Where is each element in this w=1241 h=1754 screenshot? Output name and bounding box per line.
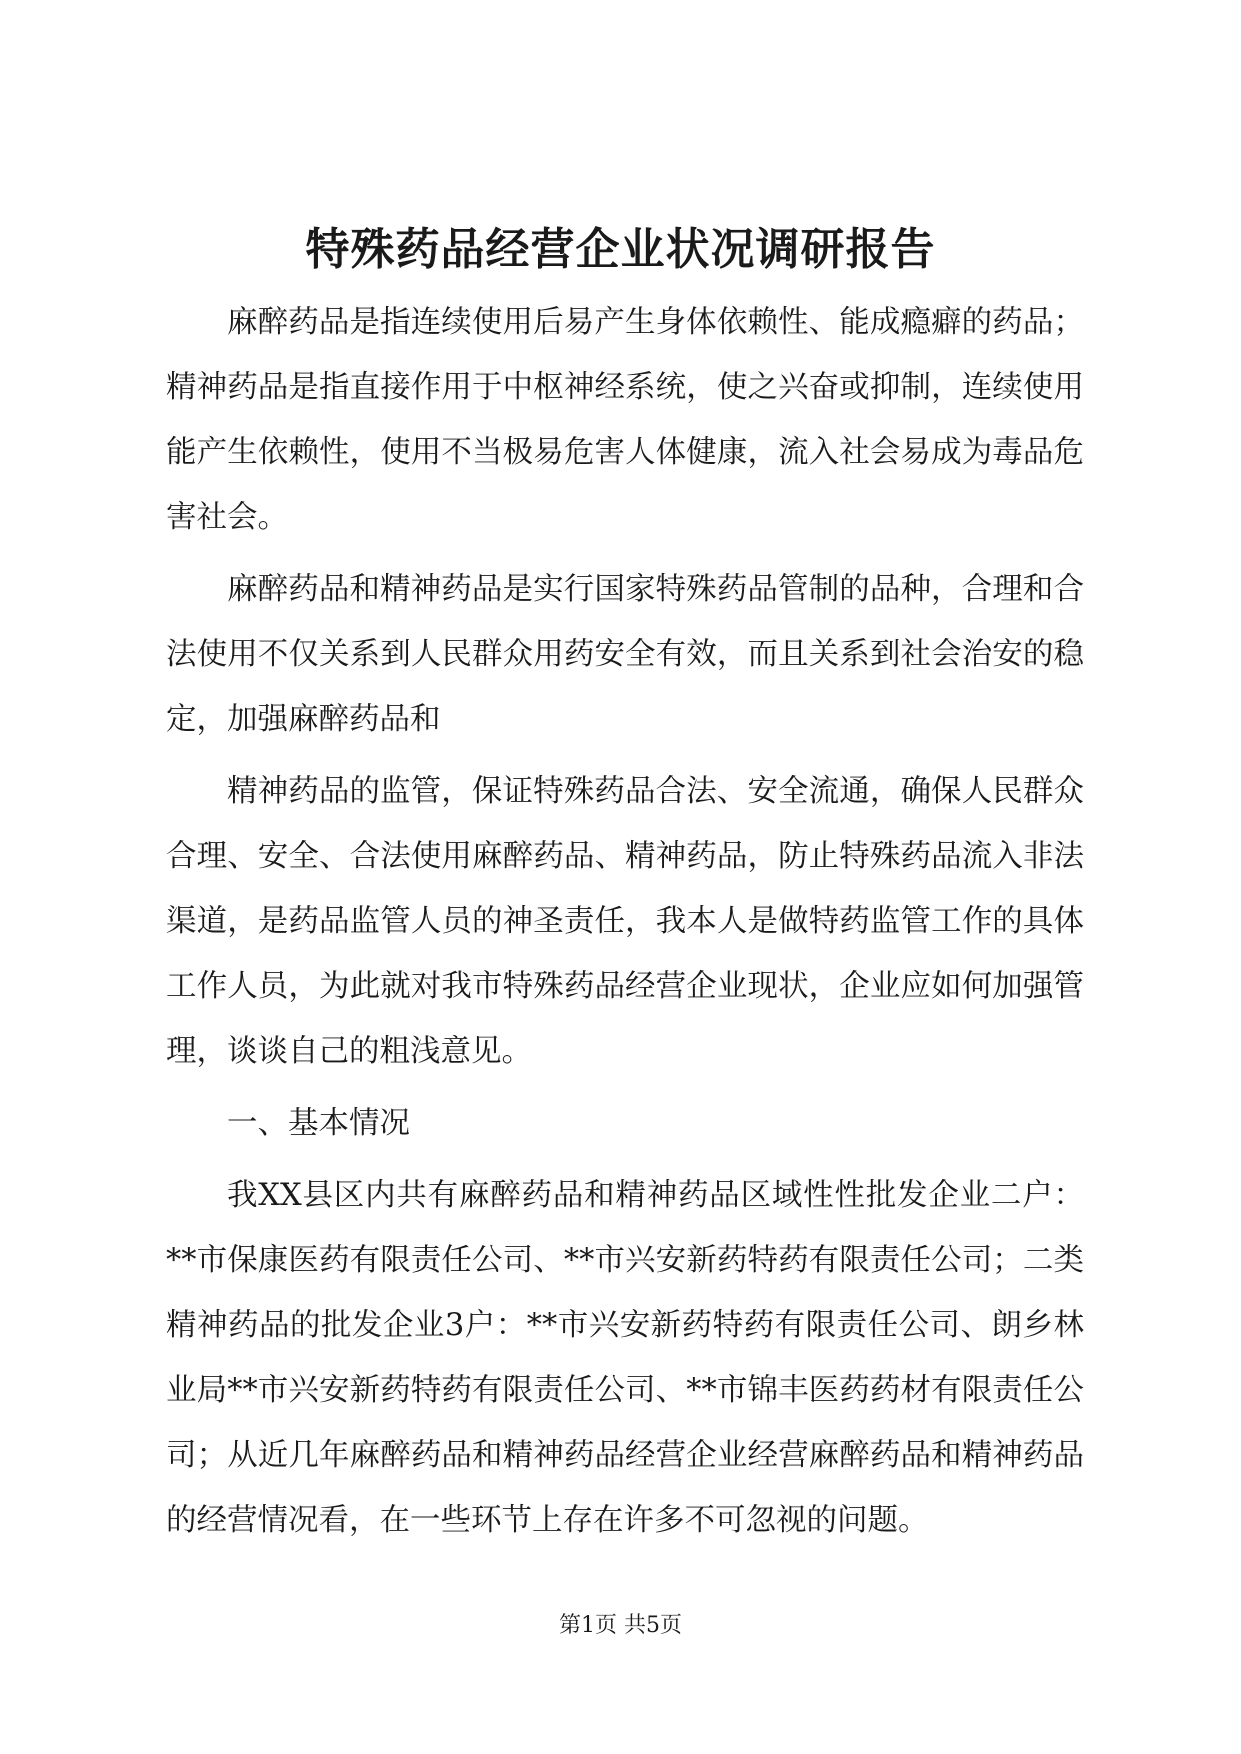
- document-body: [166, 290, 1084, 1560]
- document-title: 特殊药品经营企业状况调研报告: [305, 224, 936, 275]
- paragraph-intro: 麻醉药品是指连续使用后易产生身体依赖性、能成瘾癖的药品；精神药品是指直接作用于中枢神经系统，使之兴奋或抑制，连续使用能产生依赖性，使用不当极易危害人体健康，流入社会易成为毒品危害社会。: [166, 305, 1084, 535]
- section-heading-basic-situation: 一、基本情况: [227, 1106, 410, 1141]
- paragraph-control: 麻醉药品和精神药品是实行国家特殊药品管制的品种，合理和合法使用不仅关系到人民群众用药安全有效，而且关系到社会治安的稳定，加强麻醉药品和: [166, 572, 1084, 737]
- paragraph-enterprises: 我XX县区内共有麻醉药品和精神药品区域性性批发企业二户：**市保康医药有限责任公司、**市兴安新药特药有限责任公司；二类精神药品的批发企业3户：**市兴安新药特药有限责任公司、朗乡林业局**市兴安新药特药有限责任公司、**市锦丰医药药材有限责任公司；从近几年麻醉药品和精神药品经营企业经营麻醉药品和精神药品的经营情况看，在一些环节上存在许多不可忽视的问题。: [166, 1178, 1084, 1538]
- page-number-footer: 第1页 共5页: [559, 1613, 682, 1638]
- paragraph-supervision: 精神药品的监管，保证特殊药品合法、安全流通，确保人民群众合理、安全、合法使用麻醉药品、精神药品，防止特殊药品流入非法渠道，是药品监管人员的神圣责任，我本人是做特药监管工作的具体工作人员，为此就对我市特殊药品经营企业现状，企业应如何加强管理，谈谈自己的粗浅意见。: [166, 774, 1084, 1069]
